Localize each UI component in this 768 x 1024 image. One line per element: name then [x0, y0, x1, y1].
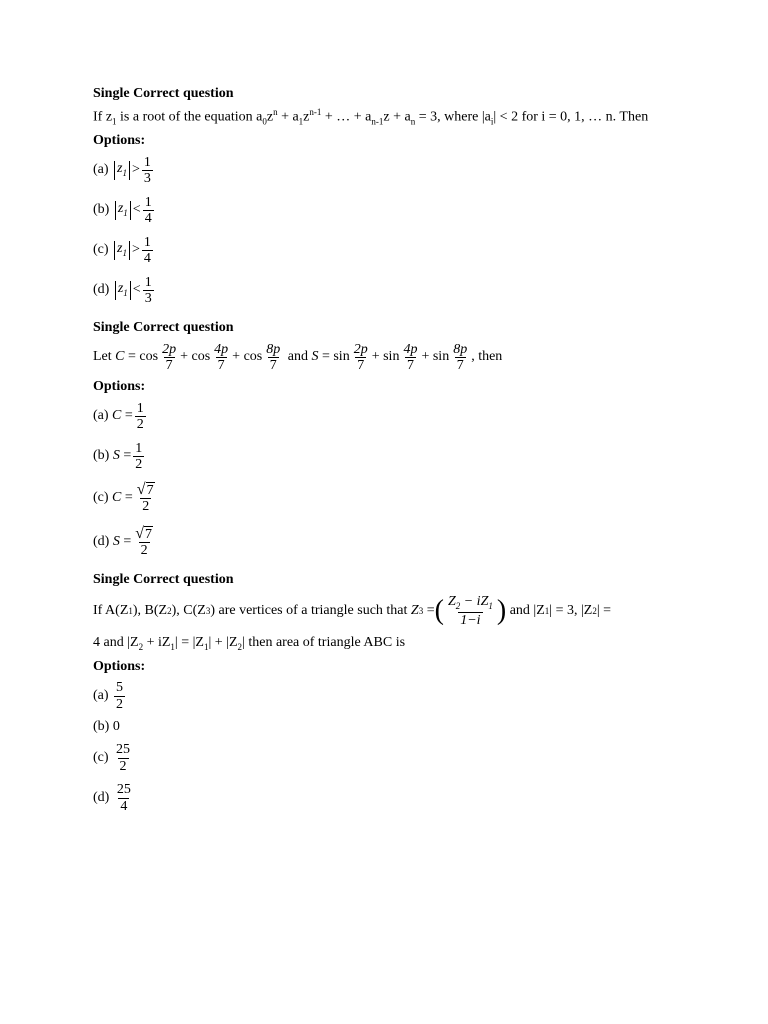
question-3-options-heading: Options: — [93, 659, 146, 675]
fraction: $\frac{4p}{7}$ — [214, 341, 229, 373]
question-1 — [93, 84, 693, 310]
question-page — [93, 84, 693, 818]
fraction: $\frac{Z_2 - iZ_1}{1-i}$ — [447, 594, 493, 629]
modulus-z1: $z_1$ — [115, 201, 131, 221]
question-2-option-a[interactable]: (a) C = $\frac{1}{2}$ — [93, 400, 144, 432]
question-2-options-heading: Options: — [93, 379, 146, 395]
fraction: $\frac{1}{3}$ — [143, 154, 151, 186]
fraction: $\frac{1}{2}$ — [136, 400, 144, 432]
question-2-option-b[interactable]: (b) S = $\frac{1}{2}$ — [93, 440, 143, 472]
modulus-z1: $z_1$ — [114, 241, 130, 261]
fraction: $\frac{8p}{7}$ — [453, 341, 468, 373]
question-1-options-heading: Options: — [93, 133, 146, 149]
square-root-symbol: √ 7 — [136, 481, 154, 499]
fraction: $\frac{8p}{7}$ — [266, 341, 281, 373]
fraction: √ 7 2 — [135, 525, 153, 559]
fraction: $\frac{2p}{7}$ — [162, 341, 177, 373]
question-2-text: Let C = cos $\frac{2p}{7}$ + cos $\frac{4p}{7}$ + cos $\frac{8p}{7}$ and S = sin $\frac{2p}{7}$ + sin $\frac{4p}{7}$ + sin $\frac{8p}{7}$ , then — [93, 341, 503, 373]
modulus-z1: $z_1$ — [115, 281, 131, 301]
question-1-option-d[interactable]: (d) $z_1$ < $\frac{1}{3}$ — [93, 274, 152, 306]
question-3-option-b[interactable]: (b) 0 — [93, 719, 120, 735]
fraction: $\frac{1}{4}$ — [143, 234, 151, 266]
question-1-option-b[interactable]: (b) $z_1$ < $\frac{1}{4}$ — [93, 194, 152, 226]
question-2-title: Single Correct question — [93, 320, 234, 336]
fraction: $\frac{25}{2}$ — [116, 742, 131, 774]
fraction: $\frac{1}{2}$ — [135, 440, 143, 472]
question-3 — [93, 570, 693, 818]
fraction: $\frac{25}{4}$ — [116, 782, 131, 814]
fraction: $\frac{1}{4}$ — [144, 194, 152, 226]
question-1-option-c[interactable]: (c) $z_1$ > $\frac{1}{4}$ — [93, 234, 151, 266]
question-3-text-line-2: 4 and $|Z_2 + iZ_1| = |Z_1| + |Z_2|$ then area of triangle ABC is — [93, 635, 406, 653]
fraction: $\frac{4p}{7}$ — [403, 341, 418, 373]
question-1-text: If $z_1$ is a root of the equation $a_0z^n + a_1z^{n-1}$ + … + $a_{n-1}z + a_n = 3$, where $|a_i| < 2$ for i = 0, 1, … n. Then — [93, 107, 649, 127]
question-3-text-line-1: If A(Z 1 ), B(Z 2 ), C(Z 3 ) are vertices of a triangle such that Z 3 = ( $\frac{Z_2 - iZ_1}{1-i}$ ) and |Z 1 | = 3, |Z 2 | = — [93, 594, 612, 629]
question-2-option-d[interactable]: (d) S = √ 7 2 — [93, 520, 693, 564]
fraction: √ 7 2 — [136, 481, 154, 515]
question-3-title: Single Correct question — [93, 572, 234, 588]
question-3-option-d[interactable]: (d) $\frac{25}{4}$ — [93, 782, 131, 814]
square-root-symbol: √ 7 — [135, 525, 153, 543]
fraction: $\frac{1}{3}$ — [144, 274, 152, 306]
question-1-option-a[interactable]: (a) $z_1$ > $\frac{1}{3}$ — [93, 154, 151, 186]
question-3-option-c[interactable]: (c) $\frac{25}{2}$ — [93, 742, 131, 774]
fraction: $\frac{5}{2}$ — [116, 680, 124, 712]
modulus-z1: $z_1$ — [114, 161, 130, 181]
question-3-option-a[interactable]: (a) $\frac{5}{2}$ — [93, 680, 124, 712]
fraction: $\frac{2p}{7}$ — [353, 341, 368, 373]
question-1-title: Single Correct question — [93, 86, 234, 101]
question-2 — [93, 318, 693, 564]
question-2-option-c[interactable]: (c) C = √ 7 2 — [93, 476, 693, 520]
